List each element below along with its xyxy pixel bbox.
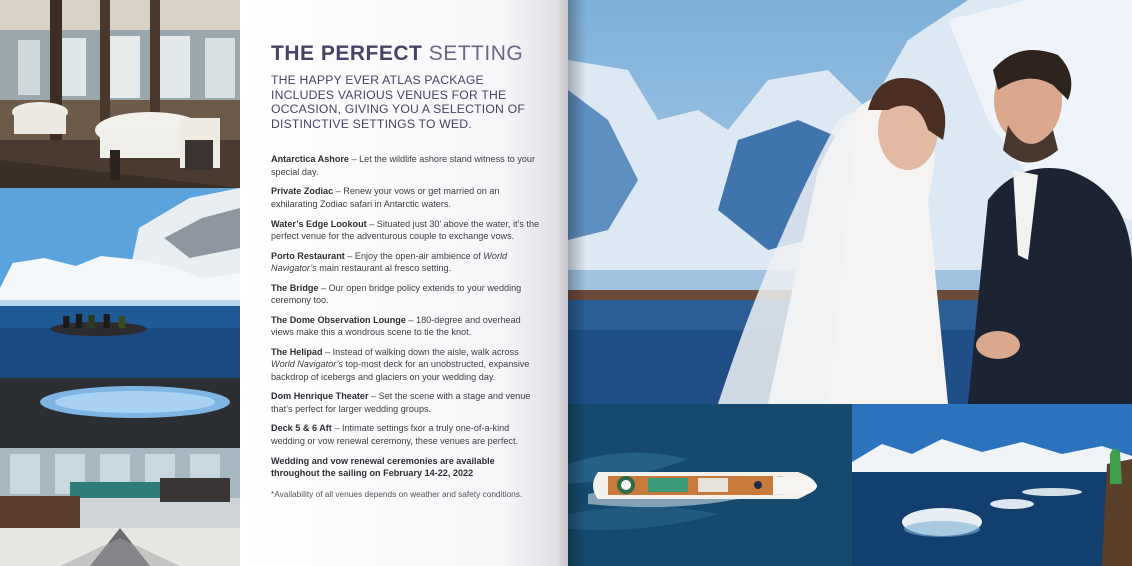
venue-item: [271, 218, 543, 243]
venue-item: [271, 282, 543, 307]
couple-photo: [568, 0, 1132, 404]
venue-desc: – Intimate settings fxor a truly one-of-a-kind wedding or vow renewal ceremony, these venues are perfect.: [271, 423, 519, 446]
intro-text: THE HAPPY EVER ATLAS PACKAGE INCLUDES VARIOUS VENUES FOR THE OCCASION, GIVING YOU A SELECTION OF DISTINCTIVE SETTINGS TO WED.: [271, 73, 525, 131]
venue-name: Water’s Edge Lookout: [271, 218, 367, 229]
venue-name: Private Zodiac: [271, 186, 334, 197]
venue-item: [271, 422, 543, 447]
ceremony-note: Wedding and vow renewal ceremonies are available throughout the sailing on February 14-22, 2022: [271, 455, 495, 478]
restaurant-photo: [0, 0, 240, 188]
venue-desc: – Our open bridge policy extends to your wedding ceremony too.: [271, 282, 522, 306]
venue-item: [271, 153, 543, 178]
venue-desc: – Let the wildlife ashore stand witness to your special day.: [271, 154, 536, 177]
venue-desc: top-most deck for an unobstructed, expansive backdrop of icebergs and glaciers on your wedding day.: [271, 359, 530, 382]
title-strong: THE PERFECT: [271, 42, 423, 65]
title-light: SETTING: [428, 42, 524, 65]
venue-item: [271, 346, 543, 383]
venue-name: The Dome Observation Lounge: [271, 314, 406, 325]
venue-list: [271, 153, 543, 447]
iceberg-photo: [852, 404, 1132, 566]
ship-name: World Navigator’s: [271, 250, 508, 273]
venue-item: [271, 250, 543, 275]
venue-name: The Bridge: [271, 282, 319, 293]
ship-aerial-photo: [568, 404, 852, 566]
footnote: *Availability of all venues depends on weather and safety conditions.: [271, 489, 523, 500]
text-content: [271, 42, 543, 500]
venue-desc: – Renew your vows or get married on an exhilarating Zodiac safari in Antarctic waters.: [271, 186, 500, 209]
venue-desc: main restaurant al fresco setting.: [316, 262, 452, 273]
ship-name: World Navigator’s: [271, 359, 343, 370]
lounge-photo: [0, 378, 240, 566]
venue-item: [271, 390, 543, 415]
venue-name: Antarctica Ashore: [271, 154, 349, 165]
venue-desc: – Instead of walking down the aisle, walk across: [322, 346, 519, 357]
page-title: [271, 42, 543, 66]
venue-name: The Helipad: [271, 346, 323, 357]
text-page: [240, 0, 568, 566]
venue-name: Deck 5 & 6 Aft: [271, 423, 332, 434]
venue-name: Porto Restaurant: [271, 250, 345, 261]
venue-desc: – 180-degree and overhead views make this a wondrous scene to tie the knot.: [271, 314, 521, 338]
venue-item: [271, 314, 543, 339]
venue-desc: – Enjoy the open-air ambience of: [344, 250, 484, 261]
venue-item: [271, 185, 543, 210]
venue-desc: – Situated just 30’ above the water, it’s the perfect venue for the adventurous couple to exchange vows.: [271, 218, 540, 241]
venue-name: Dom Henrique Theater: [271, 391, 369, 402]
venue-desc: – Set the scene with a stage and venue that’s perfect for larger wedding groups.: [271, 391, 531, 414]
zodiac-photo: [0, 188, 240, 378]
